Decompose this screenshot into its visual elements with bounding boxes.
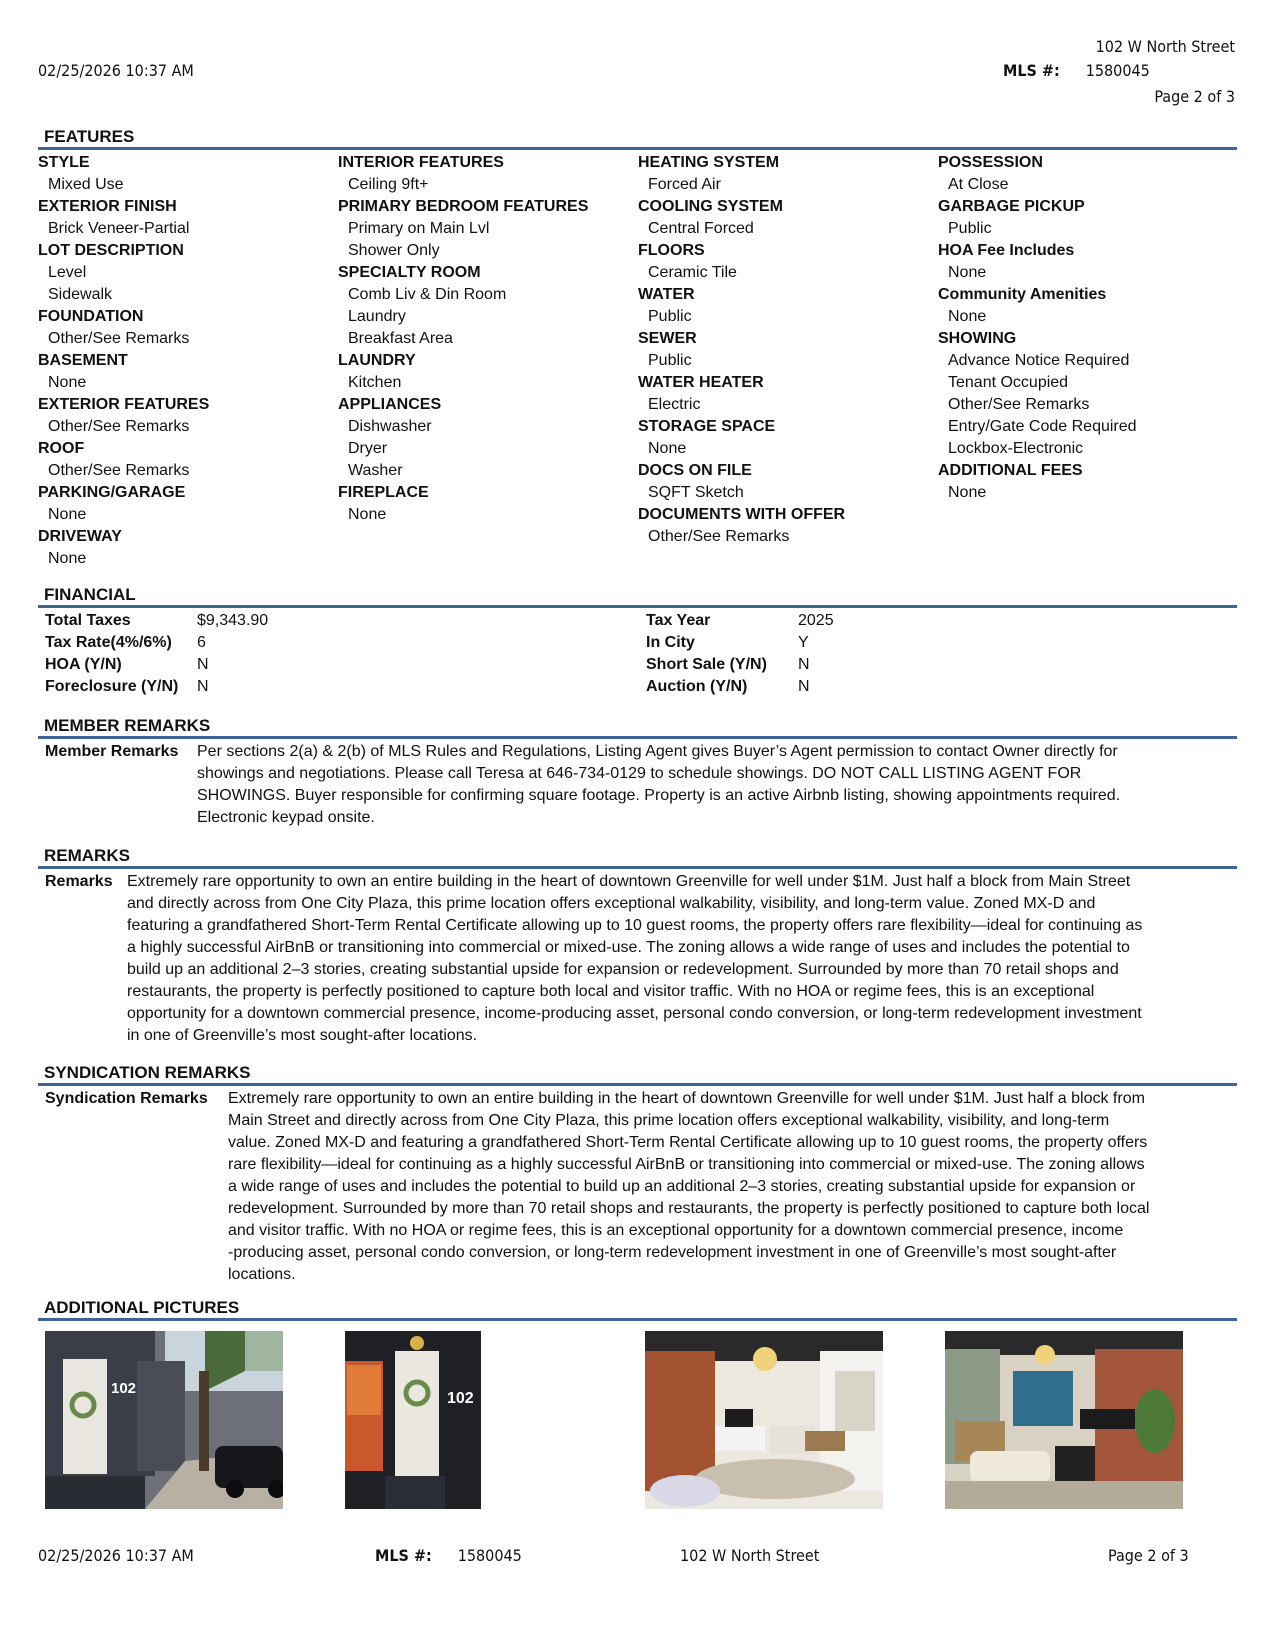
header-mls-number: 1580045: [1085, 61, 1150, 80]
financial-label: Tax Year: [646, 612, 711, 629]
financial-label: Foreclosure (Y/N): [45, 678, 179, 695]
financial-label: In City: [646, 634, 695, 651]
feature-label: DRIVEWAY: [38, 528, 122, 545]
remark-line: Extremely rare opportunity to own an entire building in the heart of downtown Greenville for well under $1M. Just half a block from: [228, 1090, 1145, 1107]
door-number-text: 102: [447, 1390, 474, 1407]
feature-value: Mixed Use: [48, 176, 124, 193]
header-address: 102 W North Street: [1095, 37, 1235, 56]
feature-value: Other/See Remarks: [48, 418, 190, 435]
remark-line: and visitor traffic. With no HOA or regime fees, this is an exceptional opportunity for a downtown commercial presence, income: [228, 1222, 1124, 1239]
remark-line: SHOWINGS. Buyer responsible for confirming square footage. Property is an active Airbnb listing, showing appointments required.: [197, 787, 1121, 804]
feature-label: SHOWING: [938, 330, 1017, 347]
feature-label: LAUNDRY: [338, 352, 416, 369]
remarks: [45, 871, 1235, 1051]
features-column-3: [638, 152, 928, 548]
remark-line: -producing asset, personal condo conversion, or long-term redevelopment investment in one of Greenville’s most sought-after: [228, 1244, 1117, 1261]
photo-exterior-street-image: [45, 1331, 283, 1509]
financial-label: Total Taxes: [45, 612, 131, 629]
financial-label: Tax Rate(4%/6%): [45, 634, 172, 651]
feature-label: ADDITIONAL FEES: [938, 462, 1083, 479]
remark-line: a wide range of uses and includes the potential to build up an additional 2–3 stories, creating substantial upside for expansion or: [228, 1178, 1136, 1195]
remark-line: in one of Greenville’s most sought-after locations.: [127, 1027, 478, 1044]
feature-label: PARKING/GARAGE: [38, 484, 186, 501]
feature-value: None: [348, 506, 387, 523]
footer-mls: [375, 1546, 522, 1565]
financial-row: [646, 610, 834, 632]
remark-line: showings and negotiations. Please call Teresa at 646-734-0129 to schedule showings. DO NOT CALL LISTING AGENT FOR: [197, 765, 1082, 782]
feature-value: Tenant Occupied: [948, 374, 1069, 391]
feature-value: None: [948, 484, 987, 501]
syndication-remarks-text: [228, 1088, 1149, 1286]
footer-address: 102 W North Street: [680, 1546, 820, 1565]
member-remarks-label: Member Remarks: [45, 743, 179, 760]
financial-value: Y: [798, 634, 809, 651]
feature-value: At Close: [948, 176, 1009, 193]
feature-label: SPECIALTY ROOM: [338, 264, 481, 281]
footer-datetime: 02/25/2026 10:37 AM: [38, 1546, 194, 1565]
financial-row: [646, 654, 834, 676]
financial-label: Short Sale (Y/N): [646, 656, 767, 673]
feature-value: Electric: [648, 396, 701, 413]
financial-title: FINANCIAL: [44, 585, 136, 604]
financial-row: [45, 610, 268, 632]
feature-label: EXTERIOR FINISH: [38, 198, 177, 215]
remarks-rule: [38, 866, 1237, 869]
financial-value: N: [197, 678, 209, 695]
door-number-text: 102: [111, 1380, 137, 1397]
remark-line: redevelopment. Surrounded by more than 70 retail shops and restaurants, the property is perfectly positioned to capture both local: [228, 1200, 1150, 1217]
feature-value: Other/See Remarks: [48, 462, 190, 479]
feature-value: None: [648, 440, 687, 457]
feature-label: FOUNDATION: [38, 308, 144, 325]
header-mls: [1003, 61, 1150, 80]
feature-value: Ceiling 9ft+: [348, 176, 429, 193]
feature-value: None: [948, 264, 987, 281]
financial-label: HOA (Y/N): [45, 656, 122, 673]
financial-value: N: [798, 678, 810, 695]
feature-value: Other/See Remarks: [948, 396, 1090, 413]
remarks-text: [127, 871, 1142, 1047]
feature-label: DOCS ON FILE: [638, 462, 752, 479]
features-title: FEATURES: [44, 127, 135, 146]
syndication-remarks-label: Syndication Remarks: [45, 1090, 208, 1107]
feature-label: APPLIANCES: [338, 396, 442, 413]
feature-value: Public: [648, 308, 692, 325]
feature-label: STORAGE SPACE: [638, 418, 776, 435]
feature-label: FIREPLACE: [338, 484, 429, 501]
remarks-title: REMARKS: [44, 846, 130, 865]
feature-value: Lockbox-Electronic: [948, 440, 1084, 457]
feature-label: HEATING SYSTEM: [638, 154, 780, 171]
header-datetime: 02/25/2026 10:37 AM: [38, 61, 194, 80]
financial-value: N: [197, 656, 209, 673]
syndication-remarks-title: SYNDICATION REMARKS: [44, 1063, 251, 1082]
photo-living-room-2-image: [945, 1331, 1183, 1509]
remark-line: rare flexibility—ideal for continuing as a highly successful AirBnB or transitioning into commercial or mixed-use. The zoning allows: [228, 1156, 1145, 1173]
feature-value: Dishwasher: [348, 418, 432, 435]
features-rule: [38, 147, 1237, 150]
feature-label: POSSESSION: [938, 154, 1043, 171]
financial-value: N: [798, 656, 810, 673]
remark-line: locations.: [228, 1266, 296, 1283]
feature-value: Other/See Remarks: [648, 528, 790, 545]
remark-line: Per sections 2(a) & 2(b) of MLS Rules and Regulations, Listing Agent gives Buyer’s Agent permission to contact Owner directly for: [197, 743, 1118, 760]
feature-label: Community Amenities: [938, 286, 1107, 303]
financial-row: [646, 676, 834, 698]
features-column-4: [938, 152, 1228, 504]
feature-label: WATER: [638, 286, 695, 303]
feature-label: HOA Fee Includes: [938, 242, 1075, 259]
feature-value: None: [48, 506, 87, 523]
pictures-title: ADDITIONAL PICTURES: [44, 1298, 240, 1317]
feature-label: GARBAGE PICKUP: [938, 198, 1085, 215]
feature-label: STYLE: [38, 154, 90, 171]
feature-value: Ceramic Tile: [648, 264, 737, 281]
photo-entrance-door[interactable]: [345, 1331, 481, 1509]
feature-value: Advance Notice Required: [948, 352, 1130, 369]
feature-value: SQFT Sketch: [648, 484, 744, 501]
financial-row: [646, 632, 834, 654]
syndication-remarks-rule: [38, 1083, 1237, 1086]
feature-value: Dryer: [348, 440, 388, 457]
member-remarks-title: MEMBER REMARKS: [44, 716, 211, 735]
remarks-label: Remarks: [45, 873, 113, 890]
feature-value: None: [48, 374, 87, 391]
photo-living-room-2[interactable]: [945, 1331, 1183, 1509]
feature-label: WATER HEATER: [638, 374, 764, 391]
feature-label: EXTERIOR FEATURES: [38, 396, 210, 413]
remark-line: opportunity for a downtown commercial presence, income-producing asset, personal condo conversion, or long-term redevelopment investment: [127, 1005, 1142, 1022]
feature-value: Kitchen: [348, 374, 402, 391]
financial-value: $9,343.90: [197, 612, 269, 629]
financial-value: 6: [197, 634, 206, 651]
financial-label: Auction (Y/N): [646, 678, 748, 695]
financial-value: 2025: [798, 612, 834, 629]
features-column-2: [338, 152, 628, 526]
feature-label: LOT DESCRIPTION: [38, 242, 184, 259]
feature-value: Comb Liv & Din Room: [348, 286, 507, 303]
feature-value: None: [948, 308, 987, 325]
remark-line: value. Zoned MX-D and featuring a grandfathered Short-Term Rental Certificate allowing up to 10 guest rooms, the property offers: [228, 1134, 1148, 1151]
financial-left: [45, 610, 268, 698]
photo-exterior-street[interactable]: [45, 1331, 283, 1509]
remark-line: Electronic keypad onsite.: [197, 809, 375, 826]
feature-value: Breakfast Area: [348, 330, 453, 347]
feature-label: PRIMARY BEDROOM FEATURES: [338, 198, 589, 215]
feature-value: Laundry: [348, 308, 406, 325]
feature-value: Central Forced: [648, 220, 754, 237]
financial-row: [45, 632, 268, 654]
feature-value: Other/See Remarks: [48, 330, 190, 347]
feature-label: DOCUMENTS WITH OFFER: [638, 506, 846, 523]
remark-line: Main Street and directly across from One City Plaza, this prime location offers exceptional walkability, visibility, and long-term: [228, 1112, 1110, 1129]
financial-row: [45, 654, 268, 676]
member-remarks: [45, 741, 1235, 831]
feature-label: COOLING SYSTEM: [638, 198, 783, 215]
feature-value: Brick Veneer-Partial: [48, 220, 190, 237]
feature-value: Public: [648, 352, 692, 369]
feature-label: FLOORS: [638, 242, 705, 259]
remark-line: a highly successful AirBnB or transitioning into commercial or mixed-use. The zoning allows a wide range of uses and includes the potential to: [127, 939, 1130, 956]
member-remarks-text: [197, 741, 1120, 829]
remark-line: restaurants, the property is perfectly positioned to capture both local and visitor traffic. With no HOA or regime fees, this is an exceptional: [127, 983, 1095, 1000]
photo-living-room-1[interactable]: [645, 1331, 883, 1509]
financial-rule: [38, 605, 1237, 608]
syndication-remarks: [45, 1088, 1235, 1288]
remark-line: Extremely rare opportunity to own an entire building in the heart of downtown Greenville for well under $1M. Just half a block from Main Street: [127, 873, 1131, 890]
remark-line: build up an additional 2–3 stories, creating substantial upside for expansion or redevelopment. Surrounded by more than 70 retail shops and: [127, 961, 1119, 978]
footer-mls-number: 1580045: [457, 1546, 522, 1565]
feature-label: ROOF: [38, 440, 85, 457]
feature-value: Level: [48, 264, 87, 281]
feature-label: INTERIOR FEATURES: [338, 154, 504, 171]
feature-value: Entry/Gate Code Required: [948, 418, 1137, 435]
feature-value: Public: [948, 220, 992, 237]
photo-living-room-1-image: [645, 1331, 883, 1509]
financial-right: [646, 610, 834, 698]
feature-value: Shower Only: [348, 242, 440, 259]
financial-row: [45, 676, 268, 698]
remark-line: and directly across from One City Plaza, this prime location offers exceptional walkability, visibility, and long-term value. Zoned MX-D and: [127, 895, 1096, 912]
feature-value: None: [48, 550, 87, 567]
footer-page: Page 2 of 3: [1108, 1546, 1189, 1565]
feature-value: Primary on Main Lvl: [348, 220, 490, 237]
pictures-rule: [38, 1318, 1237, 1321]
header-page: Page 2 of 3: [1154, 87, 1235, 106]
feature-value: Forced Air: [648, 176, 721, 193]
member-remarks-rule: [38, 736, 1237, 739]
feature-value: Sidewalk: [48, 286, 113, 303]
remark-line: featuring a grandfathered Short-Term Rental Certificate allowing up to 10 guest rooms, the property offers rare flexibility—ideal for continuing as: [127, 917, 1143, 934]
header-mls-label: MLS #:: [1003, 61, 1060, 80]
feature-label: BASEMENT: [38, 352, 128, 369]
features-column-1: [38, 152, 328, 570]
footer-mls-label: MLS #:: [375, 1546, 432, 1565]
photo-entrance-door-image: [345, 1331, 481, 1509]
feature-label: SEWER: [638, 330, 697, 347]
feature-value: Washer: [348, 462, 403, 479]
